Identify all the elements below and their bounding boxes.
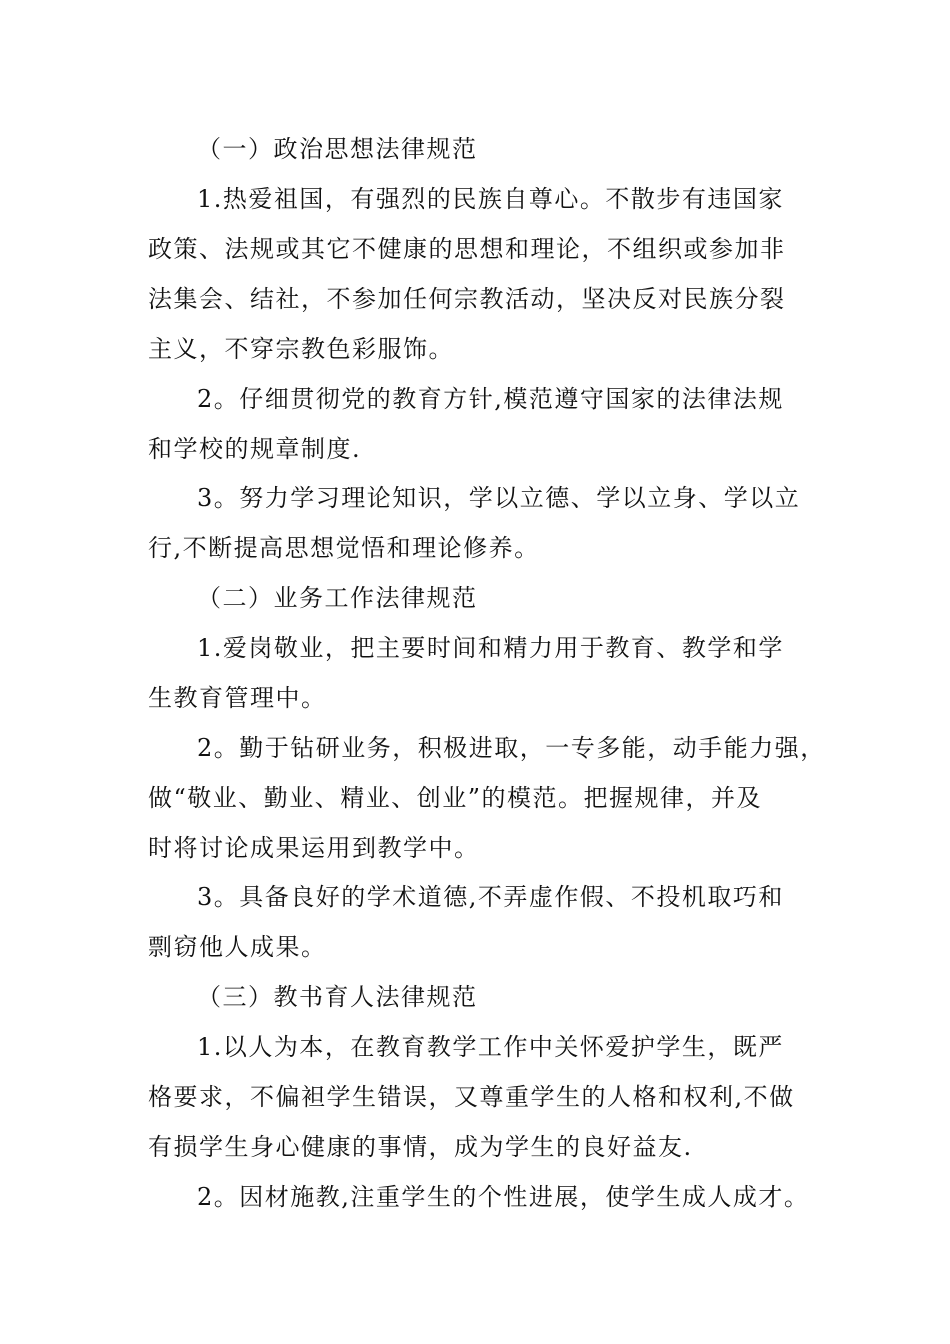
paragraph-line: 2。因材施教,注重学生的个性进展，使学生成人成才。 bbox=[197, 1183, 810, 1211]
paragraph-line: 1.爱岗敬业，把主要时间和精力用于教育、教学和学 bbox=[197, 634, 784, 662]
section-heading: （二）业务工作法律规范 bbox=[197, 584, 478, 612]
paragraph-line: 剽窃他人成果。 bbox=[148, 933, 327, 961]
paragraph-line: 时将讨论成果运用到教学中。 bbox=[148, 834, 480, 862]
paragraph-line: 生教育管理中。 bbox=[148, 684, 327, 712]
paragraph-line: 法集会、结社，不参加任何宗教活动，坚决反对民族分裂 bbox=[148, 285, 786, 313]
paragraph-line: 行,不断提高思想觉悟和理论修养。 bbox=[148, 534, 540, 562]
paragraph-line: 有损学生身心健康的事情，成为学生的良好益友. bbox=[148, 1133, 693, 1161]
paragraph-line: 格要求，不偏袒学生错误，又尊重学生的人格和权利,不做 bbox=[148, 1083, 795, 1111]
paragraph-line: 2。勤于钻研业务，积极进取，一专多能，动手能力强， bbox=[197, 734, 826, 762]
paragraph-line: 1.以人为本，在教育教学工作中关怀爱护学生，既严 bbox=[197, 1033, 784, 1061]
paragraph-line: 政策、法规或其它不健康的思想和理论，不组织或参加非 bbox=[148, 235, 786, 263]
paragraph-line: 3。努力学习理论知识，学以立德、学以立身、学以立 bbox=[197, 484, 801, 512]
paragraph-line: 3。具备良好的学术道德,不弄虚作假、不投机取巧和 bbox=[197, 883, 784, 911]
section-heading: （一）政治思想法律规范 bbox=[197, 135, 478, 163]
paragraph-line: 和学校的规章制度. bbox=[148, 435, 362, 463]
paragraph-line: 1.热爱祖国，有强烈的民族自尊心。不散步有违国家 bbox=[197, 185, 784, 213]
paragraph-line: 做“敬业、勤业、精业、创业”的模范。把握规律，并及 bbox=[148, 784, 763, 812]
paragraph-line: 主义，不穿宗教色彩服饰。 bbox=[148, 335, 454, 363]
paragraph-line: 2。仔细贯彻党的教育方针,模范遵守国家的法律法规 bbox=[197, 385, 784, 413]
section-heading: （三）教书育人法律规范 bbox=[197, 983, 478, 1011]
